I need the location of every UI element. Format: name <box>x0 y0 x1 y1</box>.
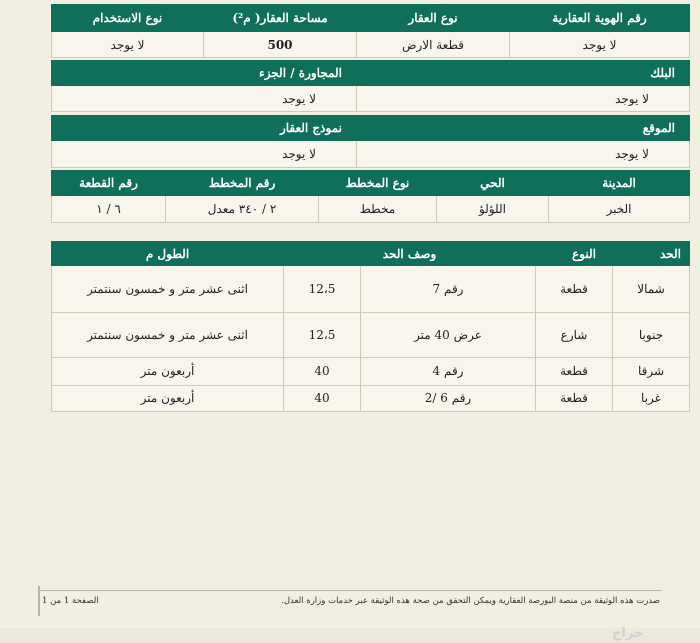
value-block: لا يوجد <box>357 86 690 112</box>
header-city: المدينة <box>549 171 690 196</box>
header-neighbor: المجاورة / الجزء <box>52 61 357 86</box>
table-row <box>52 266 690 313</box>
row-length: 12،5 <box>284 313 361 358</box>
header-property-type: نوع العقار <box>357 5 510 32</box>
row-description: رقم 6 /2 <box>361 386 536 412</box>
footer-notice: صدرت هذه الوثيقة من منصة البورصة العقارية ويمكن التحقق من صحة هذه الوثيقة عبر خدمات وزارة العدل. <box>281 596 660 606</box>
value-district: اللؤلؤ <box>437 196 549 223</box>
row-length-text: اثنى عشر متر و خمسون سنتمتر <box>52 266 284 313</box>
value-site: لا يوجد <box>357 141 690 168</box>
row-length: 40 <box>284 386 361 412</box>
header-property-area: مساحة العقار( م²) <box>204 5 357 32</box>
value-plan-type: مخطط <box>319 196 437 223</box>
value-property-model: لا يوجد <box>52 141 357 168</box>
value-city: الخبر <box>549 196 690 223</box>
header-plan-number: رقم المخطط <box>166 171 319 196</box>
table-row <box>52 313 690 358</box>
table-row <box>52 386 690 412</box>
header-plot-number: رقم القطعة <box>52 171 166 196</box>
row-type: قطعة <box>536 266 613 313</box>
row-type: شارع <box>536 313 613 358</box>
row-type: قطعة <box>536 386 613 412</box>
footer-divider <box>38 590 662 591</box>
value-neighbor: لا يوجد <box>52 86 357 112</box>
header-property-model: نموذج العقار <box>52 116 357 141</box>
header-plan-type: نوع المخطط <box>319 171 437 196</box>
row-length-text: أربعون متر <box>52 358 284 386</box>
footer-edge <box>38 586 40 616</box>
row-description: رقم 7 <box>361 266 536 313</box>
table-row <box>52 358 690 386</box>
row-length-text: أربعون متر <box>52 386 284 412</box>
value-property-type: قطعة الارض <box>357 32 510 58</box>
value-property-area: 500 <box>204 32 357 58</box>
header-usage-type: نوع الاستخدام <box>52 5 204 32</box>
header-property-id: رقم الهوية العقارية <box>510 5 690 32</box>
row-side: شمالا <box>613 266 690 313</box>
header-description: وصف الحد <box>284 242 536 266</box>
row-length-text: اثنى عشر متر و خمسون سنتمتر <box>52 313 284 358</box>
row-side: غربا <box>613 386 690 412</box>
header-type: النوع <box>536 242 613 266</box>
bottom-strip <box>0 628 700 643</box>
value-plan-number: ٢ / ٣٤٠ معدل <box>166 196 319 223</box>
row-side: جنوبا <box>613 313 690 358</box>
row-description: رقم 4 <box>361 358 536 386</box>
value-usage-type: لا يوجد <box>52 32 204 58</box>
value-property-id: لا يوجد <box>510 32 690 58</box>
row-type: قطعة <box>536 358 613 386</box>
header-length: الطول م <box>52 242 284 266</box>
header-site: الموقع <box>357 116 690 141</box>
header-district: الحي <box>437 171 549 196</box>
row-description: عرض 40 متر <box>361 313 536 358</box>
header-block: البلك <box>357 61 690 86</box>
row-length: 40 <box>284 358 361 386</box>
boundaries-table <box>51 241 690 412</box>
page-number: الصفحة 1 من 1 <box>42 596 99 606</box>
row-length: 12،5 <box>284 266 361 313</box>
row-side: شرقا <box>613 358 690 386</box>
value-plot-number: ٦ / ١ <box>52 196 166 223</box>
block-table <box>51 60 690 112</box>
watermark-logo: حراج <box>612 626 644 641</box>
property-info-table <box>51 4 690 58</box>
address-table <box>51 170 690 223</box>
location-table <box>51 115 690 168</box>
header-side: الحد <box>613 242 690 266</box>
